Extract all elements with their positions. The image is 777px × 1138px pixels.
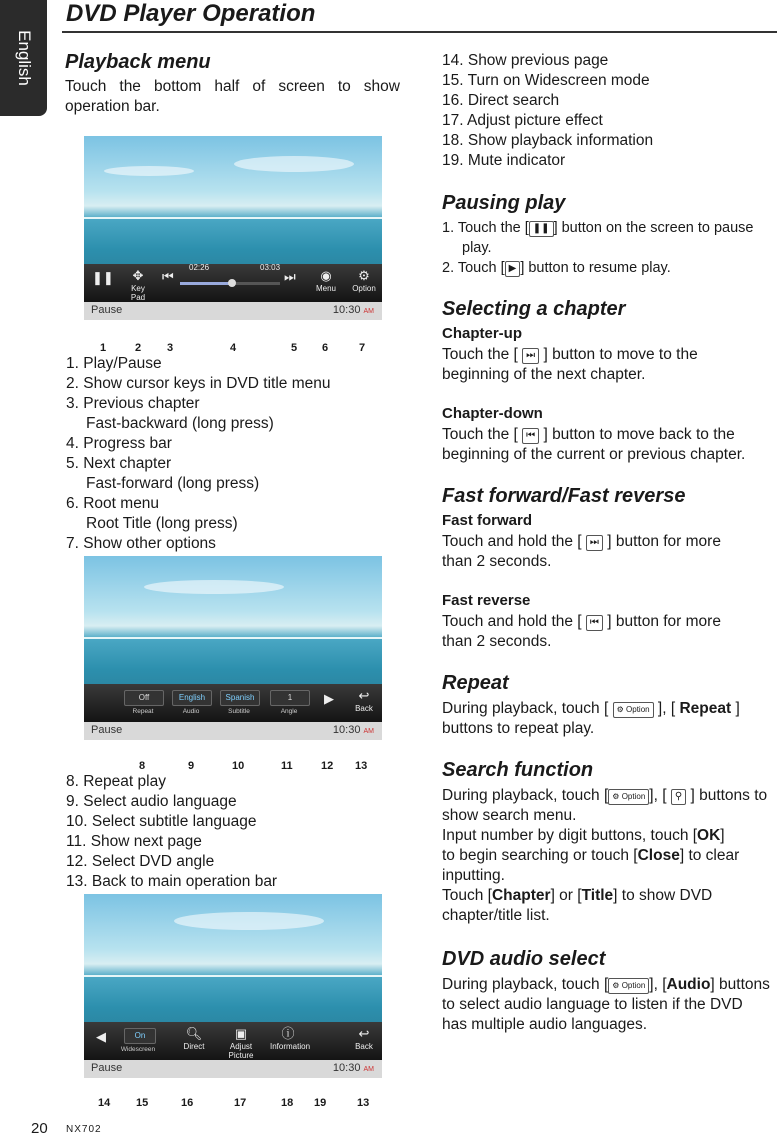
list-item: 16. Direct search [442,92,560,109]
previous-chapter-control[interactable]: ⏮ [162,269,174,284]
page-number: 20 [31,1120,48,1137]
callout: 6 [322,342,329,354]
list-item: 4. Progress bar [66,435,172,452]
options-page-2-legend [442,51,653,171]
angle-label: Angle [280,708,298,715]
root-menu-control[interactable]: ◉ Menu [315,268,336,293]
callout: 7 [359,342,366,354]
callout: 4 [230,342,237,354]
status-bar [84,302,382,320]
callout: 1 [100,342,107,354]
callout: 17 [234,1097,247,1109]
callout: 15 [136,1097,149,1109]
list-item: 12. Select DVD angle [66,853,215,870]
next-page-icon[interactable]: ▶ [324,691,334,706]
audio-label: Audio [182,708,200,715]
list-item: 19. Mute indicator [442,152,566,169]
back-control[interactable]: ↩ Back [355,1026,373,1051]
time-total: 03:03 [260,263,281,272]
play-icon: ▶ [505,261,521,277]
key-pad-control[interactable]: ✥ Key Pad [130,268,146,302]
information-control[interactable]: ⓘ Information [270,1026,311,1051]
next-chapter-control[interactable]: ⏭ [284,269,296,284]
fast-forward-subheading: Fast forward [442,512,533,529]
list-item: 18. Show playback information [442,132,654,149]
list-item: 17. Adjust picture effect [442,112,603,129]
list-item: 14. Show previous page [442,52,609,69]
page-title: DVD Player Operation [66,0,316,27]
time-elapsed: 02:26 [189,263,210,272]
previous-chapter-icon: ⏮ [522,428,539,444]
list-item: 6. Root menu [66,495,160,512]
clock: 10:30 AM [332,304,374,316]
previous-chapter-icon: ⏮ [586,615,603,631]
list-item: 10. Select subtitle language [66,813,257,830]
model-name: NX702 [66,1124,102,1135]
list-item: Fast-forward (long press) [86,475,260,492]
callout: 19 [314,1097,327,1109]
play-pause-control[interactable]: ❚❚ [92,270,114,285]
callout: 14 [98,1097,111,1109]
angle-value[interactable]: 1 [270,690,310,706]
selecting-chapter-heading: Selecting a chapter [442,298,626,320]
chapter-down-text: Touch the [ ⏮ ] button to move back to the beginning of the current or previous chapter. [442,426,746,463]
callouts-3 [84,1097,382,1111]
option-gear-icon: ⚙ Option [608,978,649,994]
callout: 5 [291,342,298,354]
search-text-1: During playback, touch [ ⚙ Option ], [ ⚲ ] buttons to show search menu. [442,787,768,824]
operation-bar [84,264,382,302]
status-bar [84,722,382,740]
pause-icon: ❚❚ [529,221,554,237]
search-icon: ⚲ [671,789,686,805]
progress-knob[interactable] [228,279,236,287]
back-control[interactable]: ↩ Back [355,688,373,713]
status-text: Pause [91,1062,123,1074]
list-item: 5. Next chapter [66,455,172,472]
option-control[interactable]: ⚙ Option [352,268,376,293]
callout: 3 [167,342,174,354]
list-item: 13. Back to main operation bar [66,873,278,890]
list-item: 7. Show other options [66,535,216,552]
list-item: 11. Show next page [66,833,202,850]
list-item: Root Title (long press) [86,515,238,532]
widescreen-value[interactable]: On [124,1028,156,1044]
fast-forward-reverse-heading: Fast forward/Fast reverse [442,485,686,507]
callout: 11 [281,760,293,772]
repeat-label: Repeat [132,708,154,715]
screenshot-options-bar [84,556,382,740]
subtitle-label: Subtitle [228,708,250,715]
pausing-step-1: 1. Touch the [ ❚❚ ] button on the screen to pause play. [442,220,754,256]
callout: 9 [188,760,195,772]
adjust-picture-control[interactable]: ▣ Adjust Picture [228,1026,254,1060]
list-item: 8. Repeat play [66,773,166,790]
screenshot-operation-bar [84,136,382,320]
next-chapter-icon: ⏭ [522,348,539,364]
list-item: 3. Previous chapter [66,395,200,412]
options-bar [84,684,382,722]
status-text: Pause [91,304,123,316]
playback-menu-heading: Playback menu [65,51,211,73]
title-divider [62,31,777,33]
callout: 13 [357,1097,370,1109]
repeat-text: During playback, touch [ ⚙ Option ], [ Repeat ] buttons to repeat play. [442,700,740,737]
callout: 16 [181,1097,194,1109]
list-item: Fast-backward (long press) [86,415,274,432]
option-gear-icon: ⚙ Option [613,702,654,718]
status-text: Pause [91,724,123,736]
fast-forward-text: Touch and hold the [ ⏭ ] button for more than 2 seconds. [442,533,721,570]
next-chapter-icon: ⏭ [586,535,603,551]
option-gear-icon: ⚙ Option [608,789,649,805]
search-function-heading: Search function [442,759,594,781]
callout: 12 [321,760,334,772]
widescreen-label: Widescreen [120,1046,156,1053]
subtitle-value[interactable]: Spanish [220,690,260,706]
screenshot-options-page-2 [84,894,382,1078]
language-tab-label: English [14,30,34,86]
options-bar-page-2 [84,1022,382,1060]
clock: 10:30 AM [332,724,374,736]
callout: 18 [281,1097,294,1109]
pausing-play-heading: Pausing play [442,192,566,214]
list-item: 1. Play/Pause [66,355,162,372]
fast-reverse-subheading: Fast reverse [442,592,531,609]
list-item: 2. Show cursor keys in DVD title menu [66,375,331,392]
clock: 10:30 AM [332,1062,374,1074]
pausing-step-2: 2. Touch [ ▶ ] button to resume play. [442,260,671,276]
search-text-2: Input number by digit buttons, touch [OK] to begin searching or touch [Close] to clear inputting. Touch [Chapter] or [Title] to show DVD chapter/title list. [442,827,740,924]
options-bar-legend [66,772,277,892]
direct-search-control[interactable]: 🔍︎ Direct [183,1026,205,1051]
callout: 13 [355,760,368,772]
language-tab [0,0,47,116]
fast-reverse-text: Touch and hold the [ ⏮ ] button for more than 2 seconds. [442,613,721,650]
chapter-up-text: Touch the [ ⏭ ] button to move to the beginning of the next chapter. [442,346,698,383]
callout: 10 [232,760,245,772]
list-item: 15. Turn on Widescreen mode [442,72,650,89]
operation-bar-legend [66,354,330,554]
dvd-audio-select-text: During playback, touch [ ⚙ Option ], [Audio] buttons to select audio language to listen if the DVD has multiple audio languages. [442,976,770,1033]
repeat-value[interactable]: Off [124,690,164,706]
playback-menu-text: Touch the bottom half of screen to show operation bar. [65,78,400,115]
chapter-down-subheading: Chapter-down [442,405,543,422]
callout: 2 [135,342,142,354]
dvd-audio-select-heading: DVD audio select [442,948,606,970]
status-bar [84,1060,382,1078]
callout: 8 [139,760,146,772]
chapter-up-subheading: Chapter-up [442,325,522,342]
previous-page-icon[interactable]: ◀ [96,1029,106,1044]
audio-value[interactable]: English [172,690,212,706]
list-item: 9. Select audio language [66,793,237,810]
repeat-heading: Repeat [442,672,509,694]
